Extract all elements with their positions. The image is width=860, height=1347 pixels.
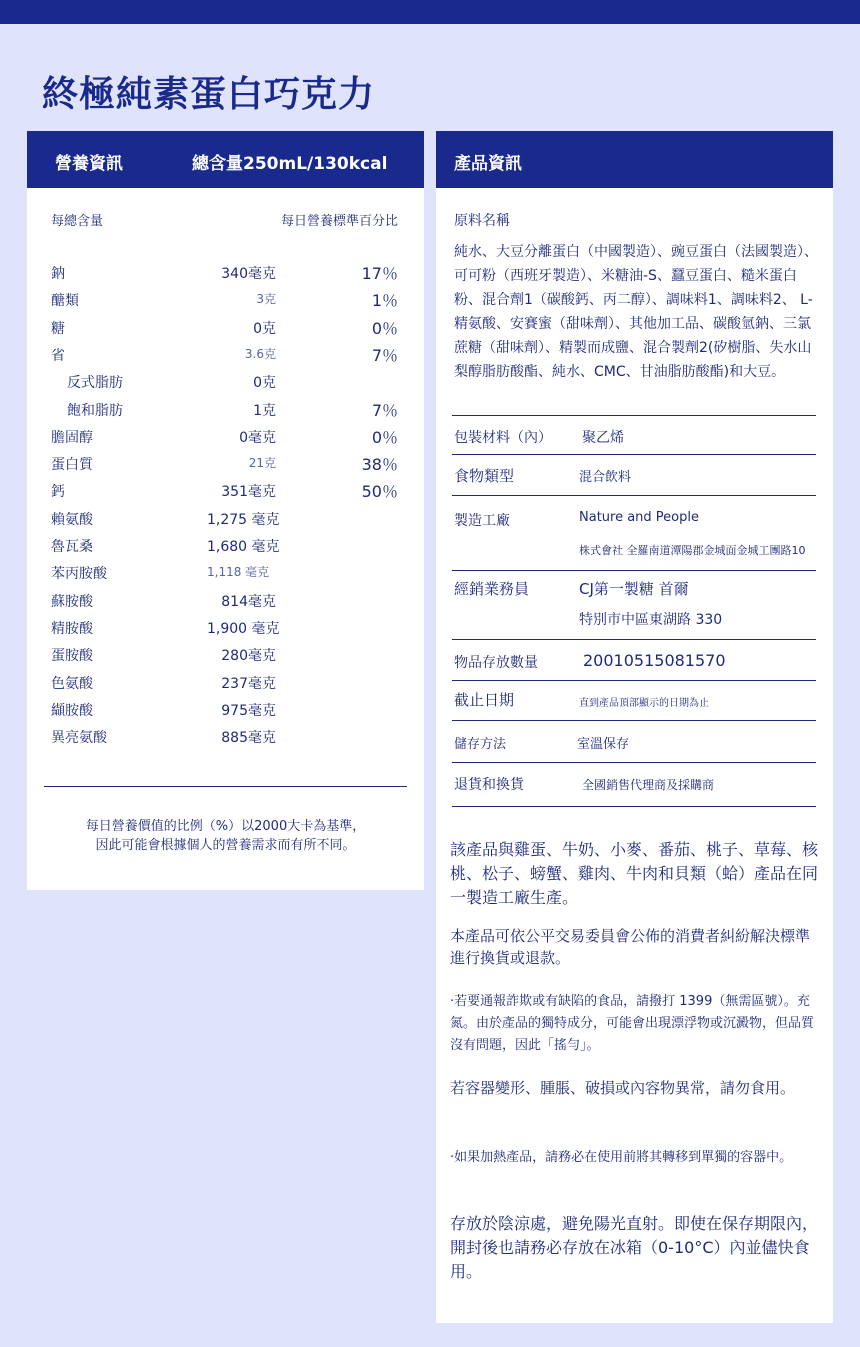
returns-value: 全國銷售代理商及採購商 bbox=[582, 778, 715, 792]
product-panel bbox=[436, 131, 833, 1323]
nutrition-row bbox=[27, 669, 424, 696]
divider bbox=[452, 680, 816, 681]
nutrient-amount: 3克 bbox=[256, 292, 276, 307]
expiry-label: 截止日期 bbox=[454, 691, 515, 709]
nutrition-row bbox=[27, 696, 424, 723]
nutrient-amount: 0克 bbox=[253, 320, 276, 337]
nutrition-header-label: 營養資訊 bbox=[55, 154, 123, 174]
stock-label: 物品存放數量 bbox=[454, 655, 538, 671]
divider bbox=[452, 495, 816, 496]
nutrient-name: 蛋白質 bbox=[51, 457, 93, 474]
nutrition-row bbox=[27, 505, 424, 532]
storage-value: 室溫保存 bbox=[577, 737, 630, 752]
nutrient-percent: 7％ bbox=[371, 345, 398, 365]
nutrient-amount: 280毫克 bbox=[221, 648, 276, 665]
nutrient-amount: 1,275 毫克 bbox=[207, 511, 280, 528]
nutrient-percent: 17％ bbox=[361, 264, 398, 283]
divider bbox=[452, 639, 816, 640]
nutrition-row bbox=[27, 396, 424, 423]
container-note: 若容器變形、腫脹、破損或內容物異常，請勿食用。 bbox=[450, 1079, 796, 1097]
nutrition-row bbox=[27, 477, 424, 504]
divider bbox=[452, 570, 816, 571]
nutrient-amount: 340毫克 bbox=[221, 266, 276, 282]
nutrient-amount: 1克 bbox=[253, 402, 276, 419]
packaging-value: 聚乙烯 bbox=[582, 430, 624, 446]
page-title: 終極純素蛋白巧克力 bbox=[42, 74, 376, 115]
divider bbox=[452, 762, 816, 763]
nutrient-name: 苯丙胺酸 bbox=[51, 566, 107, 583]
nutrient-name: 飽和脂肪 bbox=[67, 402, 123, 419]
nutrition-row bbox=[27, 723, 424, 750]
nutrient-percent: 1％ bbox=[371, 291, 398, 311]
nutrition-row bbox=[27, 423, 424, 450]
nutrition-header-total: 總含量250mL/130kcal bbox=[192, 154, 388, 174]
nutrient-amount: 1,118 毫克 bbox=[207, 565, 270, 580]
packaging-label: 包裝材料（內） bbox=[454, 430, 552, 446]
nutrient-amount: 21克 bbox=[248, 456, 276, 471]
nutrition-footnote bbox=[27, 817, 424, 855]
nutrition-row bbox=[27, 532, 424, 559]
nutrient-name: 糖 bbox=[51, 320, 65, 337]
allergen-note: 該產品與雞蛋、牛奶、小麥、番茄、桃子、草莓、核桃、松子、螃蟹、雞肉、牛肉和貝類（蛤）產品在同一製造工廠生產。 bbox=[450, 840, 819, 907]
nutrient-amount: 814毫克 bbox=[221, 593, 276, 610]
nutrient-name: 醣類 bbox=[51, 293, 79, 310]
nutrient-amount: 351毫克 bbox=[221, 484, 276, 501]
divider bbox=[452, 454, 816, 455]
nutrient-name: 蘇胺酸 bbox=[51, 593, 93, 610]
expiry-value: 直到產品頂部顯示的日期為止 bbox=[579, 698, 709, 709]
manufacturer-address: 株式會社 全羅南道潭陽郡金城面金城工團路10 bbox=[579, 544, 806, 557]
returns-label: 退貨和換貨 bbox=[454, 777, 524, 793]
distributor-label: 經銷業務員 bbox=[454, 580, 530, 598]
nutrition-row bbox=[27, 286, 424, 313]
nutrient-percent: 0％ bbox=[371, 427, 398, 447]
ingredients-label: 原料名稱 bbox=[454, 213, 510, 229]
storage-label: 儲存方法 bbox=[454, 737, 507, 752]
refund-note: 本產品可依公平交易委員會公佈的消費者糾紛解決標準進行換貨或退款。 bbox=[450, 927, 811, 967]
nutrition-row bbox=[27, 641, 424, 668]
nutrient-amount: 975毫克 bbox=[221, 702, 276, 719]
nutrient-name: 蛋胺酸 bbox=[51, 648, 93, 665]
nutrition-row bbox=[27, 314, 424, 341]
divider bbox=[452, 806, 816, 807]
top-bar bbox=[0, 0, 860, 24]
storage-note: 存放於陰涼處，避免陽光直射。即使在保存期限內，開封後也請務必存放在冰箱（0-10°C）內並儘快食用。 bbox=[450, 1214, 819, 1281]
divider bbox=[452, 415, 816, 416]
nutrient-name: 反式脂肪 bbox=[67, 375, 123, 392]
nutrient-name: 鈉 bbox=[51, 266, 65, 282]
nutrition-row bbox=[27, 259, 424, 286]
daily-value-label: 每日營養標準百分比 bbox=[280, 214, 398, 229]
nutrient-percent: 0％ bbox=[371, 318, 398, 338]
nutrient-amount: 0克 bbox=[253, 375, 276, 392]
nutrition-header bbox=[27, 131, 424, 188]
nutrient-amount: 237毫克 bbox=[221, 675, 276, 692]
manufacturer-label: 製造工廠 bbox=[454, 513, 510, 529]
nutrition-row bbox=[27, 368, 424, 395]
nutrient-name: 膽固醇 bbox=[51, 429, 93, 446]
nutrition-row bbox=[27, 614, 424, 641]
nutrient-amount: 1,680 毫克 bbox=[207, 539, 280, 555]
footnote-line-1: 每日營養價值的比例（%）以2000大卡為基準， bbox=[85, 819, 366, 834]
ingredients-text: 純水、大豆分離蛋白（中國製造）、豌豆蛋白（法國製造）、可可粉（西班牙製造）、米糖油-S、蠶豆蛋白、糙米蛋白粉、混合劑1（碳酸鈣、丙二醇）、調味料1、調味料2、 L-精氨酸、安賽蜜（甜味劑）、其他加工品、碳酸氫鈉、三氯蔗糖（甜味劑）、精製而成鹽、混合製劑2(矽樹脂、失水山梨醇脂肪酸酯、純水、CMC、甘油脂肪酸酯)和大豆。 bbox=[454, 244, 818, 380]
heating-note: ·如果加熱產品，請務必在使用前將其轉移到單獨的容器中。 bbox=[450, 1150, 793, 1165]
nutrition-row bbox=[27, 450, 424, 477]
food-type-value: 混合飲料 bbox=[579, 470, 632, 485]
stock-value: 20010515081570 bbox=[583, 651, 726, 670]
per-serving-label: 每總含量 bbox=[51, 214, 104, 229]
manufacturer-name: Nature and People bbox=[579, 510, 699, 525]
footnote-line-2: 因此可能會根據個人的營養需求而有所不同。 bbox=[95, 838, 356, 853]
nutrient-amount: 1,900 毫克 bbox=[207, 620, 280, 637]
distributor-name: CJ第一製糖 首爾 bbox=[579, 580, 689, 598]
nutrition-divider bbox=[44, 786, 407, 787]
nutrition-panel bbox=[27, 131, 424, 890]
nutrient-amount: 3.6克 bbox=[244, 346, 276, 361]
nutrient-name: 鈣 bbox=[51, 484, 65, 501]
report-note: ·若要通報詐欺或有缺陷的食品，請撥打 1399（無需區號）。充氮。由於產品的獨特成分，可能會出現漂浮物或沉澱物，但品質沒有問題，因此「搖勻」。 bbox=[450, 994, 815, 1053]
nutrition-row bbox=[27, 559, 424, 586]
food-type-label: 食物類型 bbox=[454, 467, 515, 485]
product-header bbox=[436, 131, 833, 188]
nutrient-amount: 0毫克 bbox=[239, 429, 276, 446]
distributor-address: 特別市中區東湖路 330 bbox=[579, 612, 723, 628]
nutrient-name: 異亮氨酸 bbox=[51, 730, 107, 747]
nutrient-name: 精胺酸 bbox=[51, 620, 93, 637]
nutrient-name: 賴氨酸 bbox=[51, 511, 93, 528]
nutrient-percent: 50％ bbox=[361, 482, 398, 502]
product-header-label: 產品資訊 bbox=[454, 154, 522, 174]
nutrient-percent: 7％ bbox=[371, 400, 398, 420]
nutrient-name: 色氨酸 bbox=[51, 675, 93, 692]
nutrient-percent: 38％ bbox=[361, 455, 398, 475]
nutrient-name: 魯瓦桑 bbox=[51, 539, 93, 555]
nutrient-name: 省 bbox=[51, 347, 65, 364]
nutrition-row bbox=[27, 341, 424, 368]
nutrition-row bbox=[27, 587, 424, 614]
nutrient-name: 纈胺酸 bbox=[51, 702, 93, 719]
nutrient-amount: 885毫克 bbox=[221, 730, 276, 747]
divider bbox=[452, 720, 816, 721]
